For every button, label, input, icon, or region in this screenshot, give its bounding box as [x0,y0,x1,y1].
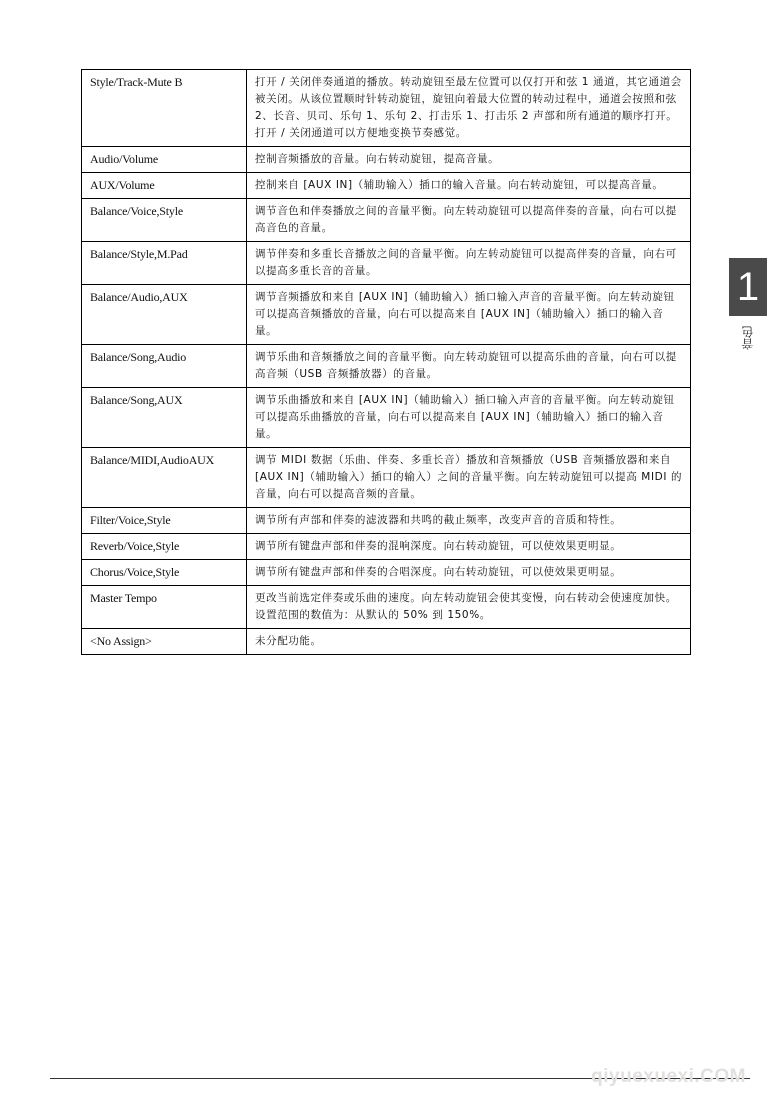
parameter-name: Balance/Audio,AUX [82,285,247,345]
table-row [82,560,691,586]
parameter-name: Balance/Song,Audio [82,345,247,388]
parameter-description: 调节所有键盘声部和伴奏的混响深度。向右转动旋钮，可以使效果更明显。 [247,534,691,560]
parameter-description: 打开 / 关闭伴奏通道的播放。转动旋钮至最左位置可以仅打开和弦 1 通道，其它通道会被关闭。从该位置顺时针转动旋钮，旋钮向着最大位置的转动过程中，通道会按照和弦 2、长音、贝司、乐句 1、乐句 2、打击乐 1、打击乐 2 声部和所有通道的顺序打开。打开 / 关闭通道可以方便地变换节奏感觉。 [247,70,691,147]
parameter-description: 调节所有声部和伴奏的滤波器和共鸣的截止频率，改变声音的音质和特性。 [247,508,691,534]
parameter-name: Balance/Song,AUX [82,388,247,448]
chapter-label: 音色 [741,326,755,350]
parameter-name: Style/Track-Mute B [82,70,247,147]
table-row [82,586,691,629]
table-row [82,629,691,655]
parameter-name: AUX/Volume [82,173,247,199]
chapter-tab: 1 [729,258,767,316]
parameter-table [81,69,691,655]
table-row [82,508,691,534]
parameter-description: 更改当前选定伴奏或乐曲的速度。向左转动旋钮会使其变慢，向右转动会使速度加快。设置范围的数值为：从默认的 50% 到 150%。 [247,586,691,629]
parameter-name: Balance/MIDI,AudioAUX [82,448,247,508]
parameter-description: 未分配功能。 [247,629,691,655]
parameter-description: 控制来自 [AUX IN]（辅助输入）插口的输入音量。向右转动旋钮，可以提高音量。 [247,173,691,199]
parameter-name: <No Assign> [82,629,247,655]
parameter-name: Reverb/Voice,Style [82,534,247,560]
parameter-name: Chorus/Voice,Style [82,560,247,586]
parameter-table-body [82,70,691,655]
table-row [82,448,691,508]
parameter-name: Master Tempo [82,586,247,629]
table-row [82,388,691,448]
parameter-name: Balance/Voice,Style [82,199,247,242]
parameter-description: 调节 MIDI 数据（乐曲、伴奏、多重长音）播放和音频播放（USB 音频播放器和来自 [AUX IN]（辅助输入）插口的输入）之间的音量平衡。向左转动旋钮可以提高 MIDI 的音量，向右可以提高音频的音量。 [247,448,691,508]
parameter-description: 调节所有键盘声部和伴奏的合唱深度。向右转动旋钮，可以使效果更明显。 [247,560,691,586]
table-row [82,173,691,199]
table-row [82,534,691,560]
parameter-name: Audio/Volume [82,147,247,173]
parameter-name: Filter/Voice,Style [82,508,247,534]
parameter-description: 调节乐曲播放和来自 [AUX IN]（辅助输入）插口输入声音的音量平衡。向左转动旋钮可以提高乐曲播放的音量，向右可以提高来自 [AUX IN]（辅助输入）插口的输入音量。 [247,388,691,448]
parameter-name: Balance/Style,M.Pad [82,242,247,285]
table-row [82,199,691,242]
table-row [82,345,691,388]
table-row [82,242,691,285]
table-row [82,147,691,173]
parameter-description: 调节音色和伴奏播放之间的音量平衡。向左转动旋钮可以提高伴奏的音量，向右可以提高音色的音量。 [247,199,691,242]
table-row [82,70,691,147]
watermark-logo: qiyuexuexi.COM [591,1066,746,1087]
parameter-description: 控制音频播放的音量。向右转动旋钮，提高音量。 [247,147,691,173]
parameter-description: 调节乐曲和音频播放之间的音量平衡。向左转动旋钮可以提高乐曲的音量，向右可以提高音频（USB 音频播放器）的音量。 [247,345,691,388]
parameter-description: 调节音频播放和来自 [AUX IN]（辅助输入）插口输入声音的音量平衡。向左转动旋钮可以提高音频播放的音量，向右可以提高来自 [AUX IN]（辅助输入）插口的输入音量。 [247,285,691,345]
table-row [82,285,691,345]
parameter-description: 调节伴奏和多重长音播放之间的音量平衡。向左转动旋钮可以提高伴奏的音量，向右可以提高多重长音的音量。 [247,242,691,285]
